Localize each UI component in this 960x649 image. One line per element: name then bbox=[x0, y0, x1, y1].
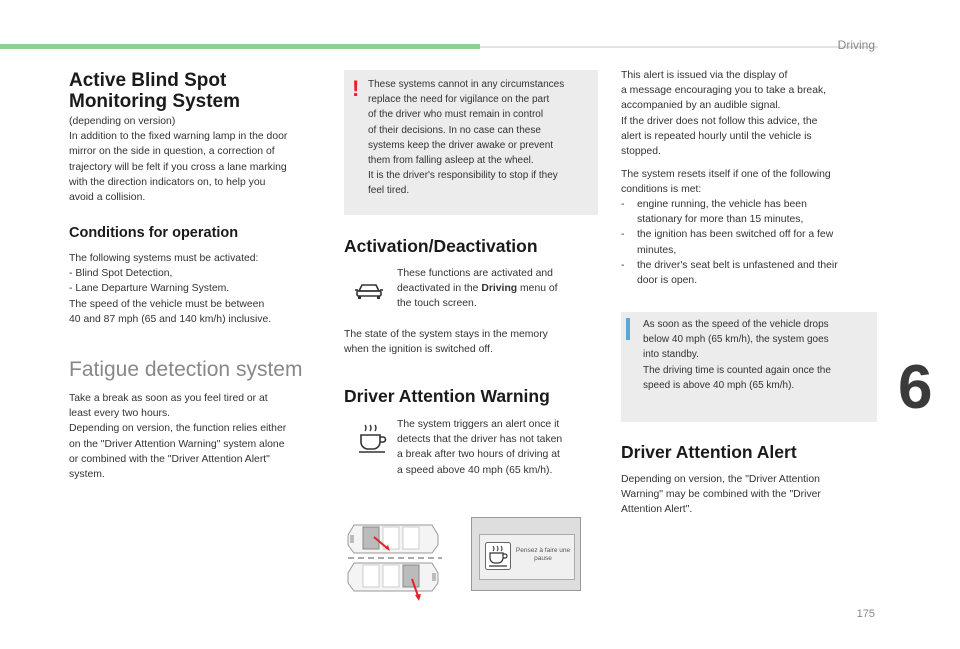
info-box bbox=[621, 312, 877, 422]
title-line-1: Active Blind Spot bbox=[69, 70, 227, 91]
activation-title: Activation/Deactivation bbox=[344, 236, 538, 256]
reset-item-3: the driver's seat belt is unfastened and their door is open. bbox=[637, 259, 838, 287]
display-message-line-1: Pensez à faire une bbox=[515, 547, 571, 554]
reset-item-2: the ignition has been switched off for a few minutes, bbox=[637, 229, 834, 256]
activation-text bbox=[397, 266, 597, 312]
display-coffee-icon bbox=[485, 542, 511, 570]
header-rule bbox=[480, 46, 878, 48]
warning-box bbox=[344, 70, 598, 215]
page-number: 175 bbox=[856, 608, 875, 620]
title-line-2: Monitoring System bbox=[69, 91, 241, 112]
coffee-cup-icon bbox=[356, 422, 388, 454]
activation-text-pre: deactivated in the bbox=[397, 283, 482, 295]
list-item: - engine running, the vehicle has been stationary for more than 15 minutes, bbox=[621, 197, 879, 227]
conditions-title: Conditions for operation bbox=[69, 225, 239, 241]
blind-spot-mirror-illustration bbox=[344, 517, 444, 607]
reset-item-1: engine running, the vehicle has been stationary for more than 15 minutes, bbox=[637, 199, 807, 226]
display-screen bbox=[479, 534, 575, 580]
driver-attention-alert-text: Depending on version, the "Driver Attention Warning" may be combined with the "Driver Attention Alert". bbox=[621, 474, 821, 516]
display-message-line-2: pause bbox=[534, 555, 552, 562]
activation-text-line-3: the touch screen. bbox=[397, 298, 477, 310]
fatigue-text: Take a break as soon as you feel tired or at least every two hours. Depending on version, the function relies either on the "Driver Attention Warning" system alone or combined with the "Driver Attention Alert" system. bbox=[69, 393, 287, 481]
warning-exclamation-icon: ! bbox=[352, 76, 360, 101]
driver-attention-warning-text: The system triggers an alert once it detects that the driver has not taken a break after two hours of driving at a speed above 40 mph (65 km/h). bbox=[397, 419, 563, 476]
section-title-blind-spot bbox=[69, 70, 240, 112]
list-item: - the driver's seat belt is unfastened and their door is open. bbox=[621, 258, 879, 288]
alert-description-text: This alert is issued via the display of a message encouraging you to take a break, accompanied by an audible signal. If the driver does not follow this advice, the alert is repeated hourly until the vehicle is stopped. bbox=[621, 70, 827, 158]
driver-attention-warning-title: Driver Attention Warning bbox=[344, 386, 550, 406]
activation-text-line-2 bbox=[397, 281, 597, 296]
blind-spot-intro: (depending on version) In addition to the fixed warning lamp in the door mirror on the side in question, a correction of trajectory will be felt if you cross a lane marking with the direction indicators on, to help you avoid a collision. bbox=[69, 116, 288, 204]
chapter-tab-number: 6 bbox=[898, 353, 933, 422]
reset-intro-text: The system resets itself if one of the following conditions is met: bbox=[621, 169, 831, 196]
activation-text-post: menu of bbox=[517, 283, 558, 295]
driving-menu-label: Driving bbox=[481, 283, 518, 295]
info-box-text: As soon as the speed of the vehicle drops below 40 mph (65 km/h), the system goes into standby. The driving time is counted again once the speed is above 40 mph (65 km/h). bbox=[643, 319, 831, 391]
chapter-title: Driving bbox=[837, 38, 875, 52]
header-accent-bar bbox=[0, 44, 480, 49]
list-item: - the ignition has been switched off for a few minutes, bbox=[621, 227, 879, 257]
memory-state-text: The state of the system stays in the memory when the ignition is switched off. bbox=[344, 329, 548, 356]
car-icon bbox=[354, 282, 384, 300]
info-icon bbox=[626, 318, 630, 340]
warning-box-text: These systems cannot in any circumstances replace the need for vigilance on the part of the driver who must remain in control of their decisions. In no case can these systems keep the driver awake or prevent them from falling asleep at the wheel. It is the driver's responsibility to stop if they feel tired. bbox=[368, 79, 565, 197]
dashboard-display-illustration bbox=[471, 517, 581, 591]
display-message bbox=[513, 547, 573, 563]
activation-text-line-1: These functions are activated and bbox=[397, 268, 553, 279]
reset-conditions-list bbox=[621, 197, 879, 288]
driver-attention-alert-title: Driver Attention Alert bbox=[621, 442, 797, 462]
fatigue-title: Fatigue detection system bbox=[69, 358, 303, 381]
conditions-text: The following systems must be activated: - Blind Spot Detection, - Lane Departure Warning System. The speed of the vehicle must be between 40 and 87 mph (65 and 140 km/h) inclusive. bbox=[69, 253, 272, 325]
